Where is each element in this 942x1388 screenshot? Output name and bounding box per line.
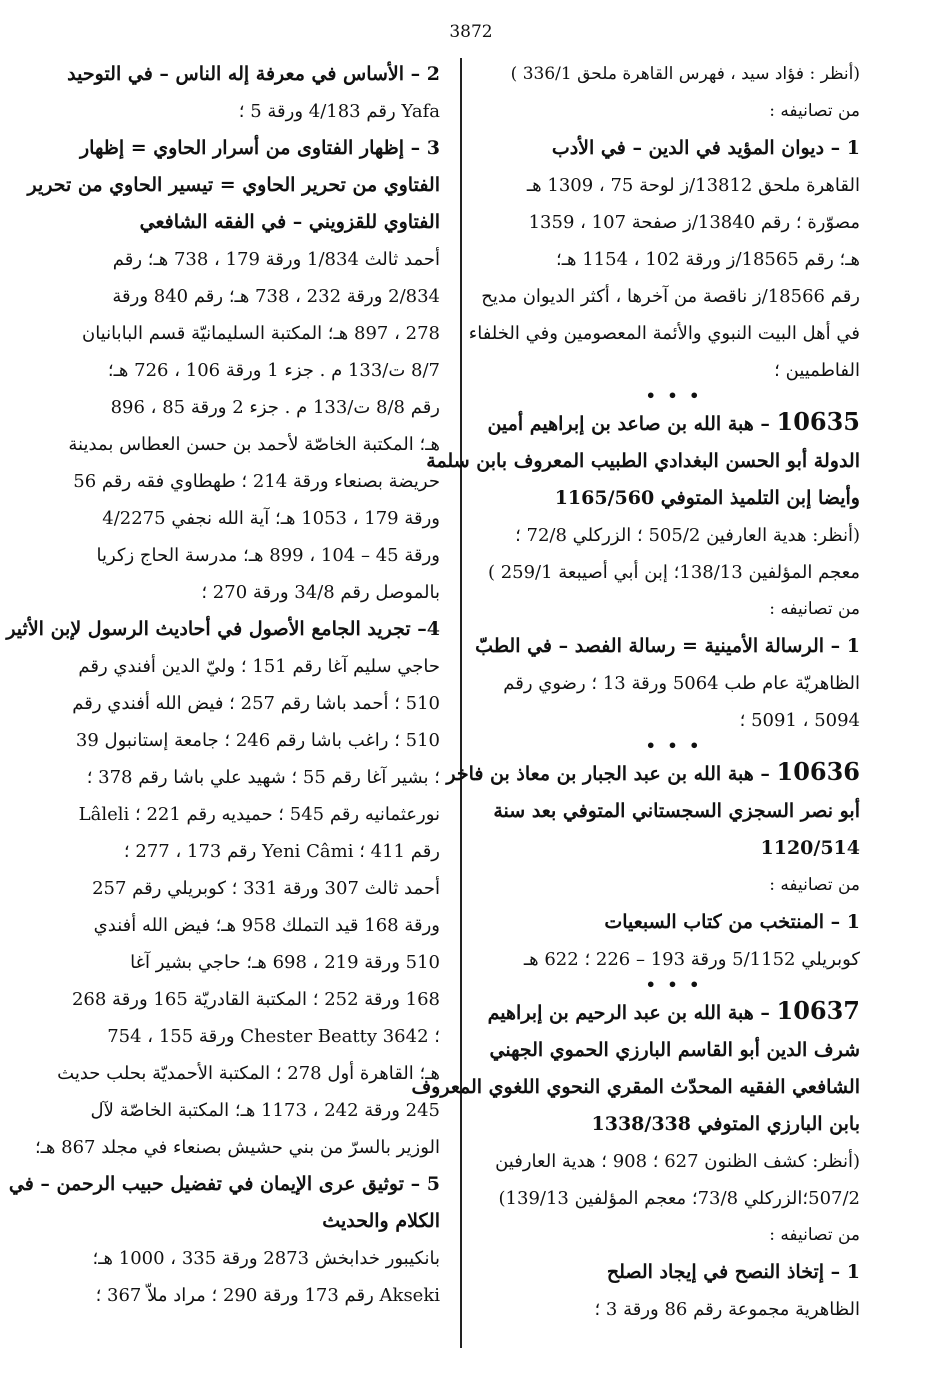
text-line: 510 ورقة 219 ، 698 هـ؛ حاجي بشير آغا — [130, 952, 440, 973]
text-line: نورعثمانيه رقم 545 ؛ حميديه رقم 221 ؛ Lâleli — [78, 804, 440, 825]
text-line: بانكيبور خدابخش 2873 ورقة 335 ، 1000 هـ؛ — [92, 1248, 440, 1269]
text-line: 245 ورقة 242 ، 1173 هـ؛ المكتبة الخاصّة لآل — [90, 1100, 440, 1121]
work-title-line: 1 – المنتخب من كتاب السبعيات — [604, 911, 860, 933]
text-line: رقم 18566/ز ناقصة من آخرها ، أكثر الديوان مديح — [481, 286, 860, 307]
page-number: 3872 — [449, 22, 493, 42]
text-line: الوزير بالسرّ من بني حشيش بصنعاء في مجلد 867 هـ؛ — [34, 1137, 440, 1158]
text-line: الظاهرية مجموعة رقم 86 ورقة 3 ؛ — [594, 1299, 860, 1320]
text-line: ورقة 179 ، 1053 هـ؛ آية الله نجفي 4/2275 — [102, 508, 440, 529]
text-line: من تصانيفه : — [769, 875, 860, 895]
entry-heading-text: – هبة الله بن صاعد بن إبراهيم أمين — [487, 413, 777, 435]
text-line: (أنظر : فؤاد سيد ، فهرس القاهرة ملحق 336/1 ) — [510, 64, 860, 84]
work-title-line: وأيضا إبن التلميذ المتوفي 1165/560 — [554, 487, 860, 509]
text-line: ؛ بشير آغا رقم 55 ؛ شهيد علي باشا رقم 378 ؛ — [86, 767, 440, 788]
entry-number: 10637 — [776, 996, 860, 1025]
text-line: من تصانيفه : — [769, 101, 860, 121]
right-column — [411, 56, 860, 1328]
text-line: ورقة 45 – 104 ، 899 هـ؛ مدرسة الحاج زكريا — [96, 545, 440, 566]
work-title-line: 3 – إظهار الفتاوى من أسرار الحاوي = إظهار — [79, 137, 440, 159]
text-line: (أنظر: كشف الظنون 627 ؛ 908 ؛ هدية العارفين — [495, 1151, 860, 1172]
text-line: Yafa رقم 4/183 ورقة 5 ؛ — [238, 101, 440, 122]
text-line: هـ؛ المكتبة الخاصّة لأحمد بن حسن العطاس بمدينة — [68, 434, 440, 455]
text-line: 510 ؛ راغب باشا رقم 246 ؛ جامعة إستانبول 39 — [75, 730, 440, 751]
entry-number: 10635 — [776, 407, 860, 436]
text-line: Akseki رقم 173 ورقة 290 ؛ مراد ملاّ 367 ؛ — [95, 1285, 440, 1306]
entry-heading-text: – هبة الله بن عبد الجبار بن معاذ بن فاخر — [446, 763, 777, 785]
entry-number: 10636 — [776, 757, 860, 786]
text-line: هـ؛ رقم 18565/ز ورقة 102 ، 1154 هـ؛ — [556, 249, 860, 270]
text-line: من تصانيفه : — [769, 1225, 860, 1245]
entry-separator: • • • — [645, 975, 703, 994]
text-line: في أهل البيت النبوي والأئمة المعصومين وفي الخلفاء — [468, 323, 860, 344]
entry-heading — [488, 403, 860, 443]
work-title-line: بابن البارزي المتوفي 1338/338 — [591, 1113, 860, 1135]
text-line: ورقة 168 قيد التملك 958 هـ؛ فيض الله أفندي — [93, 915, 440, 936]
work-title-line: الفتاوي من تحرير الحاوي = تيسير الحاوي من تحرير — [27, 174, 440, 196]
work-title-line: شرف الدين أبو القاسم البارزي الحموي الجهني — [489, 1039, 860, 1061]
left-column — [6, 56, 440, 1314]
text-line: بالموصل رقم 34/8 ورقة 270 ؛ — [201, 582, 440, 603]
entry-heading — [488, 992, 860, 1032]
text-line: معجم المؤلفين 138/13؛ إبن أبي أصيبعة 259/1 ) — [487, 562, 860, 583]
text-line: ؛ Chester Beatty 3642 ورقة 155 ، 754 — [107, 1026, 440, 1047]
text-line: حاجي سليم آغا رقم 151 ؛ وليّ الدين أفندي رقم — [78, 656, 440, 677]
text-line: من تصانيفه : — [769, 599, 860, 619]
work-title-line: 5 – توثيق عرى الإيمان في تفضيل حبيب الرحمن – في — [8, 1173, 440, 1195]
text-line: مصوّرة ؛ رقم 13840/ز صفحة 107 ، 1359 — [528, 212, 860, 233]
work-title-line: 2 – الأساس في معرفة إله الناس – في التوحيد — [67, 63, 440, 85]
text-line: رقم 411 ؛ Yeni Câmi رقم 173 ، 277 ؛ — [123, 841, 440, 862]
work-title-line: 1120/514 — [760, 837, 860, 859]
text-line: 510 ؛ أحمد باشا رقم 257 ؛ فيض الله أفندي رقم — [72, 693, 440, 714]
text-line: 8/7 ت/133 م . جزء 1 ورقة 106 ، 726 هـ؛ — [107, 360, 440, 381]
text-line: هـ؛ القاهرة أول 278 ؛ المكتبة الأحمديّة بحلب حديث — [57, 1063, 440, 1084]
text-line: القاهرة ملحق 13812/ز لوحة 75 ، 1309 هـ — [526, 175, 860, 196]
text-line: أحمد ثالث 1/834 ورقة 179 ، 738 هـ؛ رقم — [112, 249, 440, 270]
text-line: 168 ورقة 252 ؛ المكتبة القادريّة 165 ورقة 268 — [71, 989, 440, 1010]
work-title-line: الشافعي الفقيه المحدّث المقري النحوي اللغوي المعروف — [411, 1076, 860, 1098]
text-line: 507/2؛الزركلي 73/8؛ معجم المؤلفين 139/13) — [498, 1188, 860, 1209]
entry-heading-text: – هبة الله بن عبد الرحيم بن إبراهيم — [487, 1002, 777, 1024]
text-line: رقم 8/8 ت/133 م . جزء 2 ورقة 85 ، 896 — [110, 397, 440, 418]
work-title-line: 1 – ديوان المؤيد في الدين – في الأدب — [551, 137, 860, 159]
text-line: 278 ، 897 هـ؛ المكتبة السليمانيّة قسم البابانيان — [81, 323, 440, 344]
work-title-line: الكلام والحديث — [322, 1210, 440, 1232]
text-line: 5094 ، 5091 ؛ — [739, 710, 860, 731]
work-title-line: 4– تجريد الجامع الأصول في أحاديث الرسول لإبن الأثير — [6, 618, 440, 640]
entry-heading — [446, 753, 860, 793]
text-line: الفاطميين ؛ — [774, 360, 860, 381]
work-title-line: أبو نصر السجزي السجستاني المتوفي بعد سنة — [493, 800, 860, 822]
column-divider — [460, 58, 462, 1348]
text-line: 2/834 ورقة 232 ، 738 هـ؛ رقم 840 ورقة — [112, 286, 440, 307]
text-line: حريضة بصنعاء ورقة 214 ؛ طهطاوي فقه رقم 56 — [73, 471, 440, 492]
text-line: أحمد ثالث 307 ورقة 331 ؛ كوبريلي رقم 257 — [92, 878, 440, 899]
entry-separator: • • • — [645, 736, 703, 755]
text-line: الظاهريّة عام طب 5064 ورقة 13 ؛ رضوي رقم — [503, 673, 860, 694]
entry-separator: • • • — [645, 386, 703, 405]
text-line: (أنظر: هدية العارفين 505/2 ؛ الزركلي 72/8 ؛ — [515, 525, 860, 546]
text-line: كوبريلي 5/1152 ورقة 193 – 226 ؛ 622 هـ — [523, 949, 860, 970]
work-title-line: الدولة أبو الحسن البغدادي الطبيب المعروف بابن سلمة — [426, 450, 860, 472]
work-title-line: الفتاوي للقزويني – في الفقه الشافعي — [139, 211, 440, 233]
work-title-line: 1 – إتخاذ النصح في إيجاد الصلح — [606, 1261, 860, 1283]
work-title-line: 1 – الرسالة الأمينية = رسالة الفصد – في الطبّ — [475, 635, 860, 657]
